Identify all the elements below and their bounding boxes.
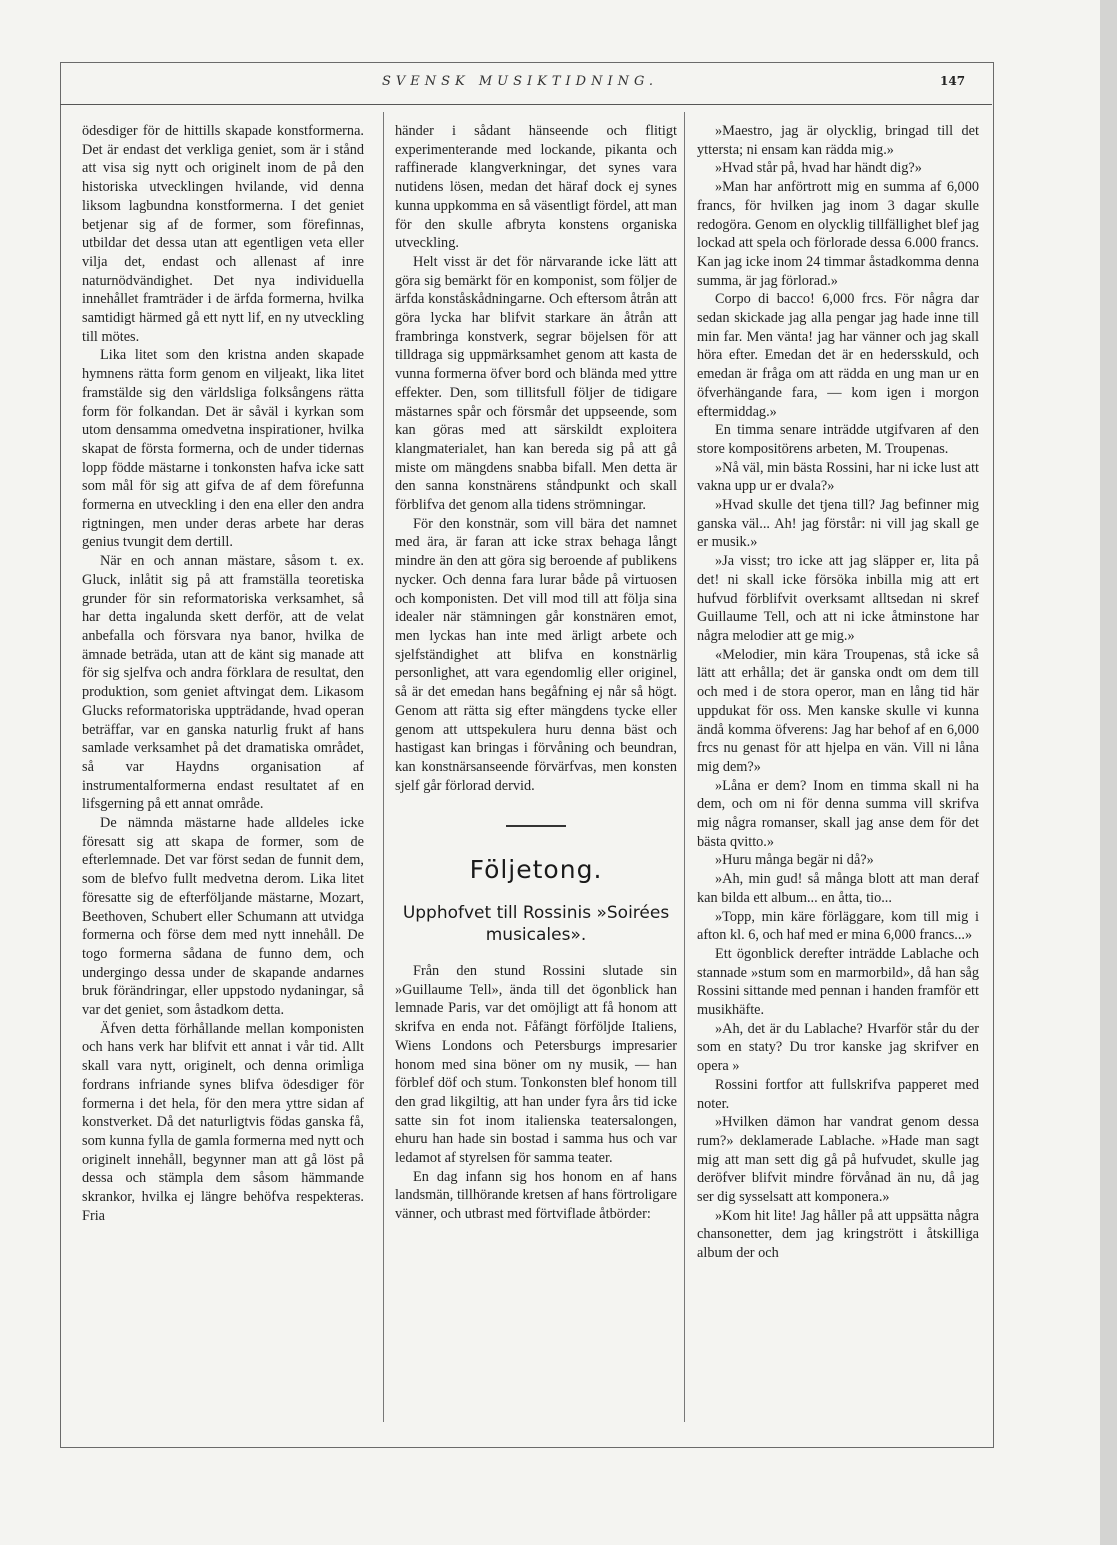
paragraph: Rossini fortfor att fullskrifva papperet med noter. bbox=[697, 1076, 979, 1112]
paragraph: »Låna er dem? Inom en timma skall ni ha dem, och om ni för denna summa vill skrifva mig några romanser, skall jag anse dem för det bästa qvitto.» bbox=[697, 777, 979, 850]
paragraph: Äfven detta förhållande mellan komponisten och hans verk har blifvit ett annat i vår tid. Allt skall vara nytt, originelt, och denna oriml̇iga fordrans infriande synes blifva ödesdiger för formerna i det hela, för den mera yttre sidan af konstverket. Då det naturligtvis födas ganska få, som kunna fylla de gamla formerna med nytt och originelt innehåll, begynner man att gå löst på dessa och stämpla dem såsom hämmande skrankor, hvilka ej längre behöfva respekteras. Fria bbox=[82, 1020, 364, 1224]
paragraph: »Man har anförtrott mig en summa af 6,000 francs, för hvilken jag inom 3 dagar skulle redogöra. Genom en olycklig tillfällighet blef jag lockad att spela och förlorade dessa 6.000 francs. Kan jag icke inom 24 timmar åstadkomma denna summa, är jag förlorad.» bbox=[697, 179, 979, 289]
paragraph: Lika litet som den kristna anden skapade hymnens rätta form genom en viljeakt, lika litet framstälde sig den världsliga folksångens rätta form för folkandan. Det är såväl i kyrkan som utom densamma omedvetna inspirationer, hvilka skapat de första formerna, och de under tidernas lopp födde mästarne i tonkonsten hafva icke satt som mål för sig att gifva de af dem förefunna formerna en utveckling i den ena eller den andra rigtningen, men under deras arbete har deras genius tvungit dem dertill. bbox=[82, 347, 364, 551]
section-divider bbox=[506, 825, 566, 827]
paragraph: »Topp, min käre förläggare, kom till mig i afton kl. 6, och haf med er mina 6,000 francs...» bbox=[697, 908, 979, 944]
column-2 bbox=[395, 122, 677, 1224]
paragraph: »Hvad skulle det tjena till? Jag befinner mig ganska väl... Ah! jag förstår: ni vill jag skall ge er musik.» bbox=[697, 497, 979, 551]
running-header: SVENSK MUSIKTIDNING. bbox=[381, 74, 659, 89]
feuilleton-heading: Följetong. bbox=[469, 855, 603, 885]
header-rule bbox=[60, 104, 992, 105]
paragraph: Ett ögonblick derefter inträdde Lablache och stannade »stum som en marmorbild», då han såg Rossini sittande med pennan i handen framför ett musikhäfte. bbox=[697, 945, 979, 1019]
paragraph: »Ah, det är du Lablache? Hvarför står du der som en staty? Du tror kanske jag skrifver en opera » bbox=[697, 1020, 979, 1075]
paragraph: »Hvad står på, hvad har händt dig?» bbox=[715, 160, 922, 177]
column-1 bbox=[82, 122, 364, 1225]
paragraph: När en och annan mästare, såsom t. ex. Gluck, inlåtit sig på att framställa teoretiska grunder för sin reformatoriska verksamhet, så har detta ingalunda skett derför, att de velat anbefalla och försvara nya banor, hvilka de ämnade beträda, utan att de känt sig manade att för sig sjelfva och andra förklara de resultat, den produktion, som geniet aftvingat dem. Likasom Glucks reformatoriska uppträdande, hvad operan beträffar, var en ganska naturlig frukt af hans samlade verksamhet på det dramatiska området, så var Haydns organisation af instrumentalformerna endast resultatet af en lifsgerning på ett annat område. bbox=[82, 553, 364, 813]
paragraph: »Hvilken dämon har vandrat genom dessa rum?» deklamerade Lablache. »Hade man sagt mig att man sett dig gå på hufvudet, skulle jag deröfver blifvit mindre förvånad än nu, då jag ser dig sysselsatt att komponera.» bbox=[697, 1114, 979, 1206]
paragraph: »Maestro, jag är olycklig, bringad till det yttersta; ni ensam kan rädda mig.» bbox=[697, 123, 979, 158]
column-3 bbox=[697, 122, 979, 1263]
paragraph: »Huru många begär ni då?» bbox=[715, 852, 874, 869]
column-rule-2 bbox=[684, 112, 685, 1422]
feuilleton-subtitle: Upphofvet till Rossinis »Soirées musicales». bbox=[402, 903, 670, 946]
paragraph: ödesdiger för de hittills skapade konstformerna. Det är endast det verkliga geniet, som är i stånd att visa sig nytt och originelt inom de på den historiska utvecklingen hvilande, vid denna liksom lagbundna konstformerna. I det geniet betjenar sig af de former, som förefinnas, utbildar det dessa utan att egentligen veta eller vilja det, endast och allenast af inre naturnödvändighet. Det nya individuella innehållet framträder i de ärfda formerna, hvilka samtidigt härmed gå ett nytt lif, en ny utveckling till mötes. bbox=[82, 123, 364, 345]
paragraph: Helt visst är det för närvarande icke lätt att göra sig bemärkt för en komponist, som följer de ärfda konståskådningarne. Och eftersom åtrån att göra lycka har blifvit starkare än åtrån att frambringa konstverk, segrar böjelsen för att tilldraga sig uppmärksamhet genom att kasta de vunna formerna öfver bord och blända med yttre effekter. Den, som tillitsfull följer de tidigare mästarnes spår och försmår det uppseende, som kan göras med att särskildt exploitera klangmaterialet, han kan bereda sig på att gå miste om mängdens snabba bifall. Men detta är den sanna konstnärens ståndpunkt och skall förblifva det genom alla tidens strömningar. bbox=[395, 253, 677, 514]
paragraph: »Kom hit lite! Jag håller på att uppsätta några chansonetter, dem jag kringstrött i åtskilliga album der och bbox=[697, 1207, 979, 1262]
paragraph: En timma senare inträdde utgifvaren af den store kompositörens arbeten, M. Troupenas. bbox=[697, 422, 979, 457]
paragraph: «Melodier, min kära Troupenas, stå icke så lätt att erhålla; det är ganska ondt om dem till och med i de stora operor, man en lång tid här uppdukat för oss. Men kanske skulle vi kunna ändå komma öfverens: Jag har behof af en 6,000 frcs nu genast för att hjelpa en vän. Vill ni låna mig dem?» bbox=[697, 646, 979, 775]
column-rule-1 bbox=[383, 112, 384, 1422]
paragraph: »Nå väl, min bästa Rossini, har ni icke lust att vakna upp ur er dvala?» bbox=[697, 459, 979, 495]
paragraph: »Ja visst; tro icke att jag släpper er, lita på det! ni skall icke försöka inbilla mig att ert hufvud förblifvit overksamt alltsedan ni skref Guillaume Tell, och att ni icke åtminstone har några melodier att ge mig.» bbox=[697, 553, 979, 644]
page-edge bbox=[1100, 0, 1117, 1545]
paragraph: En dag infann sig hos honom en af hans landsmän, tillhörande kretsen af hans förtroligare vänner, och utbrast med förtviflade åtbörder: bbox=[395, 1168, 677, 1223]
paragraph: De nämnda mästarne hade alldeles icke föresatt sig att skapa de former, som de efterlemnade. Det var först sedan de funnit dem, som de blefvo fullt medvetna derom. Lika litet föresatte sig de efterföljande mästarne, Mozart, Beethoven, Schubert eller Schumann att utvidga formerna och förse dem med nytt innehåll. De togo formerna sådana de funno dem, och undergingo dessa under de skapande andarnes bruk förändringar, eller uppstodo nydaningar, så var det geniet, som åstadkom detta. bbox=[82, 815, 364, 1019]
paragraph: För den konstnär, som vill bära det namnet med ära, är faran att icke strax behaga långt mindre än den att göra sig beroende af publikens nycker. Och denna fara lurar både på virtuosen och komponisten. Det vill mod till att följa sina idealer när stämningen går konstnären emot, men lyckas han inte med ärligt arbete och sjelfständighet att blifva en konstnärlig personlighet, att vara egendomlig eller originel, så är det emedan hans begåfning ej når så högt. Genom att rätta sig efter mängdens tycke eller genom att uttspekulera huru denna bäst och hastigast kan bringas i förvåning och beundran, kan konstnärsanseende förvärfvas, men konsten sjelf går förlorad dervid. bbox=[395, 515, 677, 794]
page-number: 147 bbox=[940, 74, 966, 88]
paragraph: Corpo di bacco! 6,000 frcs. För några dar sedan skickade jag alla pengar jag hade inne till min far. Men vänta! jag har vänner och jag skall höra efter. Emedan det är en hedersskuld, och emedan är fråga om att rädda en ung man ur en öfverhängande fara, — kom igen i morgon eftermiddag.» bbox=[697, 291, 979, 420]
paragraph: »Ah, min gud! så många blott att man deraf kan bilda ett album... en åtta, tio... bbox=[697, 871, 979, 906]
paragraph: händer i sådant hänseende och flitigt experimenterande med lockande, pikanta och raffinerade klangverkningar, det synes vara nutidens lösen, medan det häraf dock ej synes kunna uppkomma en så väsentligt fördel, att man för den skulle afbryta konstens organiska utveckling. bbox=[395, 123, 677, 252]
paragraph: Från den stund Rossini slutade sin »Guillaume Tell», ända till det ögonblick han lemnade Paris, var det omöjligt att få honom att skrifva en enda not. Fåfängt förföljde Italiens, Wiens Londons och Petersburgs impresarier honom med sina böner om ny musik, — han förblef döf och stum. Tonkonsten blef honom till den grad likgiltig, att han under fyra års tid icke satte sin fot inom italienska teatersalongen, ehuru han hade sin bostad i samma hus och var ledamot af styrelsen för samma teater. bbox=[395, 963, 677, 1167]
